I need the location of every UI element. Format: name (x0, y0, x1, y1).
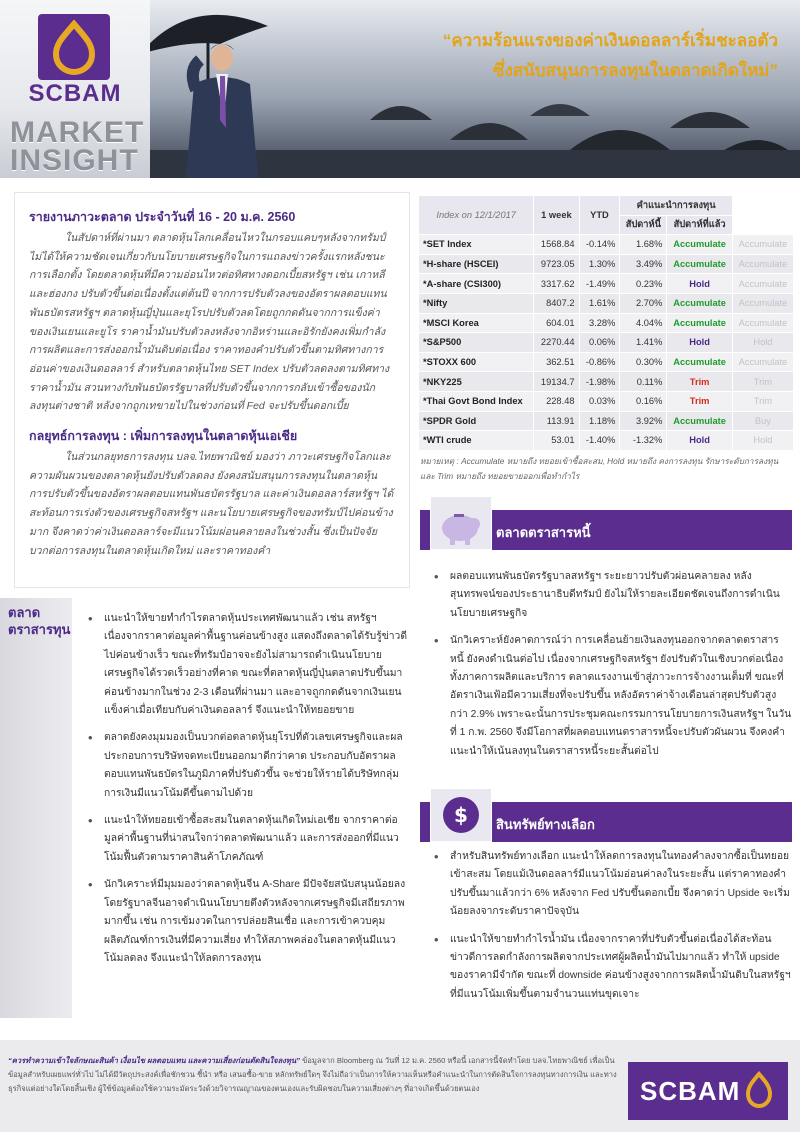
table-row (419, 431, 794, 451)
this-week-recommendation: Accumulate (667, 352, 732, 372)
one-week-change: 1.30% (579, 254, 620, 274)
bond-list (430, 568, 792, 770)
this-week-recommendation: Accumulate (667, 411, 732, 431)
asset-name: *Thai Govt Bond Index (419, 391, 534, 411)
table-row (419, 254, 794, 274)
table-note: หมายเหตุ : Accumulate หมายถึง ทยอยเข้าซื้อสะสม, Hold หมายถึง คงการลงทุน รักษาระดับการลงทุน และ Trim หมายถึง ทยอยขายออกเพื่อทำกำไร (420, 456, 779, 481)
ytd-change: 4.04% (620, 313, 667, 333)
table-row (419, 235, 794, 255)
asset-name: *Nifty (419, 293, 534, 313)
table-row (419, 274, 794, 294)
asset-name: *A-share (CSI300) (419, 274, 534, 294)
brand-name: SCBAM (28, 80, 122, 107)
asset-name: *S&P500 (419, 333, 534, 353)
headline (358, 26, 778, 86)
last-week-recommendation: Hold (732, 431, 793, 451)
index-value: 113.91 (534, 411, 579, 431)
index-value: 3317.62 (534, 274, 579, 294)
index-value: 362.51 (534, 352, 579, 372)
bond-item: • ผลตอบแทนพันธบัตรรัฐบาลสหรัฐฯ ระยะยาวปรับตัวผ่อนคลายลง หลังสุนทรพจน์ของประธานาธิบดีทรัมป์ ยังไม่ให้รายละเอียดชัดเจนถึงการดำเนินนโยบายเศรษฐกิจ (430, 568, 792, 623)
equity-list (84, 610, 410, 977)
market-report-section (14, 192, 410, 588)
equity-label-panel (0, 598, 72, 1018)
one-week-header: 1 week (534, 196, 579, 235)
asset-name: *WTI crude (419, 431, 534, 451)
svg-text:$: $ (454, 803, 468, 827)
last-week-recommendation: Accumulate (732, 313, 793, 333)
last-week-recommendation: Accumulate (732, 293, 793, 313)
ytd-change: 0.11% (620, 372, 667, 392)
last-week-recommendation: Hold (732, 333, 793, 353)
bond-banner (420, 510, 792, 550)
market-insight-title-line1: MARKET (10, 116, 145, 149)
last-week-recommendation: Accumulate (732, 235, 793, 255)
table-row (419, 411, 794, 431)
alternative-assets-banner (420, 802, 792, 842)
this-week-recommendation: Accumulate (667, 254, 732, 274)
this-week-header: สัปดาห์นี้ (620, 215, 667, 235)
this-week-recommendation: Trim (667, 391, 732, 411)
ytd-header: YTD (579, 196, 620, 235)
footer-logo (628, 1062, 788, 1120)
one-week-change: -1.98% (579, 372, 620, 392)
strategy-title: กลยุทธ์การลงทุน : เพิ่มการลงทุนในตลาดหุ้นเอเชีย (29, 429, 298, 444)
last-week-recommendation: Trim (732, 391, 793, 411)
one-week-change: -0.14% (579, 235, 620, 255)
equity-label-line2: ตราสารทุน (8, 622, 71, 637)
one-week-change: -1.40% (579, 431, 620, 451)
alternative-assets-title: สินทรัพย์ทางเลือก (496, 817, 595, 832)
scbam-logo-icon (742, 1070, 776, 1110)
ytd-change: 1.68% (620, 235, 667, 255)
footer-disclaimer (8, 1054, 626, 1096)
asset-name: *NKY225 (419, 372, 534, 392)
this-week-recommendation: Hold (667, 431, 732, 451)
one-week-change: -0.86% (579, 352, 620, 372)
headline-line1: “ความร้อนแรงของค่าเงินดอลลาร์เริ่มชะลอตัว (442, 31, 778, 50)
index-value: 19134.7 (534, 372, 579, 392)
last-week-recommendation: Accumulate (732, 352, 793, 372)
gold-bar-icon (430, 788, 492, 842)
recommendation-table (418, 195, 794, 451)
ytd-change: 0.23% (620, 274, 667, 294)
alternative-assets-list (430, 848, 792, 1013)
one-week-change: -1.49% (579, 274, 620, 294)
this-week-recommendation: Accumulate (667, 313, 732, 333)
ytd-change: 3.49% (620, 254, 667, 274)
asset-name: *STOXX 600 (419, 352, 534, 372)
footer-disclaimer-text: ข้อมูลจาก Bloomberg ณ วันที่ 12 ม.ค. 2560 หรือนี้ เอกสารนี้จัดทำโดย บลจ.ไทยพาณิชย์ เพื่อเป็นข้อมูลสำหรับเผยแพร่ทั่วไป ไม่ได้มีวัตถุประสงค์เพื่อชักชวน ชี้นำ หรือ เสนอซื้อ-ขาย หลักทรัพย์ใดๆ จึงไม่ถือว่าเป็นการให้ความเห็นหรือคำแนะนำในการตัดสินใจการลงทุนทางการเงิน และทางธุรกิจแต่อย่างใดโดยสิ้นเชิง ผู้ใช้ข้อมูลต้องใช้ความระมัดระวังด้วยวิจารณญาณของตนเองและรับผิดชอบในความเสี่ยงต่างๆ ที่อาจเกิดขึ้นด้วยตนเอง (8, 1056, 617, 1093)
index-value: 9723.05 (534, 254, 579, 274)
this-week-recommendation: Trim (667, 372, 732, 392)
this-week-recommendation: Accumulate (667, 235, 732, 255)
equity-label-line1: ตลาด (8, 605, 41, 620)
piggy-bank-icon (430, 496, 492, 550)
one-week-change: 1.18% (579, 411, 620, 431)
alternative-item: • แนะนำให้ขายทำกำไรน้ำมัน เนื่องจากราคาที่ปรับตัวขึ้นต่อเนื่องได้สะท้อนข่าวดีการลดกำลังการผลิตจากประเทศผู้ผลิตน้ำมันไปมากแล้ว ทำให้ upside ของราคามีจำกัด ขณะที่ downside ค่อนข้างสูงจากการผลิตน้ำมันดิบในสหรัฐฯ ที่มีแนวโน้มเพิ่มขึ้นตามจำนวนแท่นขุดเจาะ (430, 931, 792, 1005)
asset-name: *SPDR Gold (419, 411, 534, 431)
bond-title: ตลาดตราสารหนี้ (496, 525, 591, 540)
scbam-logo-icon (38, 14, 110, 80)
table-row (419, 391, 794, 411)
table-row (419, 293, 794, 313)
this-week-recommendation: Hold (667, 333, 732, 353)
asset-name: *H-share (HSCEI) (419, 254, 534, 274)
equity-item: • นักวิเคราะห์มีมุมมองว่าตลาดหุ้นจีน A-Share มีปัจจัยสนับสนุนน้อยลง โดยรัฐบาลจีนอาจดำเนินนโยบายตึงตัวหลังจากเศรษฐกิจมีเสถียรภาพมากขึ้น เช่น การเข้มงวดในการปล่อยสินเชื่อ และการเข้าควบคุมผลิตภัณฑ์การเงินที่มีความเสี่ยง ทำให้สภาพคล่องในตลาดหุ้นมีแนวโน้มลดลง จึงแนะนำให้ลดการลงทุน (84, 876, 410, 968)
last-week-header: สัปดาห์ที่แล้ว (667, 215, 732, 235)
recommendation-header: คำแนะนำการลงทุน (620, 196, 733, 216)
alternative-item: • สำหรับสินทรัพย์ทางเลือก แนะนำให้ลดการลงทุนในทองคำลงจากซื้อเป็นทยอยเข้าสะสม โดยแม้เงินดอลลาร์มีแนวโน้มอ่อนค่าลงในระยะสั้น แต่ราคาทองคำปรับขึ้นมาแล้วกว่า 6% หลังจาก Fed ปรับขึ้นดอกเบี้ย จึงคาดว่า Upside จะเริ่มน้อยลงจากระดับราคาปัจจุบัน (430, 848, 792, 922)
ytd-change: 0.30% (620, 352, 667, 372)
footer-brand: SCBAM (640, 1076, 741, 1106)
report-title: รายงานภาวะตลาด ประจำวันที่ 16 - 20 ม.ค. 2560 (29, 210, 296, 224)
equity-item: • ตลาดยังคงมุมมองเป็นบวกต่อตลาดหุ้นยุโรปที่ตัวเลขเศรษฐกิจและผลประกอบการบริษัทจดทะเบียนออกมาดีกว่าคาด ประกอบกับอัตราผลตอบแทนพันธบัตรในภูมิภาคที่ปรับตัวขึ้น จะช่วยให้รายได้บริษัทกลุ่มการเงินมีแนวโน้มดีขึ้นตามไปด้วย (84, 729, 410, 803)
equity-item: • แนะนำให้ขายทำกำไรตลาดหุ้นประเทศพัฒนาแล้ว เช่น สหรัฐฯ เนื่องจากราคาต่อมูลค่าพื้นฐานค่อนข้างสูง แสดงถึงตลาดได้รับรู้ข่าวดีไปค่อนข้างเร็ว ขณะที่ทรัมป์อาจจะยังไม่สามารถดำเนินนโยบายเศรษฐกิจได้รวดเร็วอย่างที่คาด ขณะที่ตลาดหุ้นญี่ปุ่นตลาดปรับขึ้นมาค่อนข้างมากในช่วง 2-3 เดือนที่ผ่านมา และอาจถูกกดดันจากเงินเยนแข็งค่าเมื่อเทียบกับค่าเงินดอลลาร์ จึงแนะนำให้ทยอยขาย (84, 610, 410, 720)
table-row (419, 313, 794, 333)
equity-item: • แนะนำให้ทยอยเข้าซื้อสะสมในตลาดหุ้นเกิดใหม่เอเชีย จากราคาต่อมูลค่าพื้นฐานที่น่าสนใจกว่าตลาดพัฒนาแล้ว และการส่งออกที่มีแนวโน้มฟื้นตัวตามราคาสินค้าโภคภัณฑ์ (84, 812, 410, 867)
ytd-change: -1.32% (620, 431, 667, 451)
report-paragraph: ในสัปดาห์ที่ผ่านมา ตลาดหุ้นโลกเคลื่อนไหวในกรอบแคบๆหลังจากทรัมป์ไม่ได้ให้ความชัดเจนเกี่ยวกับนโยบายเศรษฐกิจในการแถลงข่าวครั้งแรกหลังชนะการเลือกตั้ง โดยตลาดหุ้นที่มีความอ่อนไหวต่อทิศทางดอกเบี้ยสหรัฐฯ เช่น เกาหลี และฮ่องกง ปรับตัวขึ้นต่อเนื่องตั้งแต่ต้นปี จากการปรับตัวลงของอัตราผลตอบแทนพันธบัตรสหรัฐฯ ตลาดหุ้นญี่ปุ่นและยุโรปปรับตัวลดโดยถูกกดดันจากการแข็งค่าของเงินเยนและยูโร ราคาน้ำมันปรับตัวลงหลังจากอิหร่านและอิรักยังคงเพิ่มกำลังการผลิตและการส่งออกน้ำมันดิบต่อเนื่อง ราคาทองคำปรับตัวขึ้นตามทิศทางการอ่อนค่าของเงินดอลลาร์ สำหรับตลาดหุ้นไทย SET Index ปรับตัวลดลงตามทิศทางราคาน้ำมัน สวนทางกับพันธบัตรรัฐบาลที่ปรับตัวขึ้นจากการกลับเข้าซื้อของนักลงทุนต่างชาติ หลังจากถูกเทขายไปในช่วงก่อนที่ Fed จะปรับขึ้นดอกเบี้ย (29, 232, 390, 413)
asset-name: *SET Index (419, 235, 534, 255)
this-week-recommendation: Hold (667, 274, 732, 294)
footer-quote: “ควรทำความเข้าใจลักษณะสินค้า เงื่อนไข ผลตอบแทน และความเสี่ยงก่อนตัดสินใจลงทุน” (8, 1056, 300, 1065)
table-row (419, 333, 794, 353)
logo-panel (0, 0, 150, 178)
index-value: 2270.44 (534, 333, 579, 353)
index-value: 53.01 (534, 431, 579, 451)
index-header: Index on 12/1/2017 (419, 196, 534, 235)
one-week-change: 1.61% (579, 293, 620, 313)
ytd-change: 2.70% (620, 293, 667, 313)
one-week-change: 0.06% (579, 333, 620, 353)
table-row (419, 352, 794, 372)
index-value: 604.01 (534, 313, 579, 333)
bond-item: • นักวิเคราะห์ยังคาดการณ์ว่า การเคลื่อนย้ายเงินลงทุนออกจากตลาดตราสารหนี้ ยังคงดำเนินต่อไป เนื่องจากเศรษฐกิจสหรัฐฯ ยังปรับตัวในเชิงบวกต่อเนื่องทั้งภาคการผลิตและบริการ ตลาดแรงงานเข้าสู่ภาวะการจ้างงานเต็มที่ ขณะที่อัตราเงินเฟ้อมีความเสี่ยงที่จะปรับขึ้น หลังอัตราค่าจ้างเดือนล่าสุดปรับตัวสูงกว่า 2.9% เพราะฉะนั้นการประชุมคณะกรรมการนโยบายการเงินสหรัฐฯ ในวันที่ 1 ก.พ. 2560 จึงมีโอกาสที่ผลตอบแทนตราสารหนี้จะปรับตัวผันผวน จึงคงคำแนะนำให้เน้นลงทุนในตราสารหนี้ระยะสั้นต่อไป (430, 632, 792, 761)
ytd-change: 3.92% (620, 411, 667, 431)
index-value: 1568.84 (534, 235, 579, 255)
last-week-recommendation: Buy (732, 411, 793, 431)
index-value: 228.48 (534, 391, 579, 411)
table-body (419, 235, 794, 451)
last-week-recommendation: Accumulate (732, 254, 793, 274)
table-row (419, 372, 794, 392)
strategy-paragraph: ในส่วนกลยุทธการลงทุน บลจ.ไทยพาณิชย์ มองว่า ภาวะเศรษฐกิจโลกและความผันผวนของตลาดหุ้นยังปรับตัวลดลง ยังคงสนับสนุนการลงทุนในตลาดหุ้น การปรับตัวขึ้นของอัตราผลตอบแทนพันธบัตรรัฐบาล และค่าเงินดอลลาร์สหรัฐฯ ได้สะท้อนการเร่งตัวของเศรษฐกิจสหรัฐฯ และนโยบายเศรษฐกิจของทรัมป์ไปค่อนข้างมาก จึงคาดว่าค่าเงินดอลลาร์จะมีแนวโน้มผ่อนคลายลงในช่วงสั้น ซึ่งเป็นปัจจัยบวกต่อการลงทุนในตลาดหุ้นเกิดใหม่ และราคาทองคำ (29, 451, 394, 557)
asset-name: *MSCI Korea (419, 313, 534, 333)
this-week-recommendation: Accumulate (667, 293, 732, 313)
one-week-change: 3.28% (579, 313, 620, 333)
headline-line2: ซึ่งสนับสนุนการลงทุนในตลาดเกิดใหม่” (492, 61, 778, 80)
market-insight-title-line2: INSIGHT (10, 144, 139, 177)
last-week-recommendation: Trim (732, 372, 793, 392)
ytd-change: 1.41% (620, 333, 667, 353)
last-week-recommendation: Accumulate (732, 274, 793, 294)
header-banner (0, 0, 800, 178)
ytd-change: 0.16% (620, 391, 667, 411)
index-value: 8407.2 (534, 293, 579, 313)
one-week-change: 0.03% (579, 391, 620, 411)
